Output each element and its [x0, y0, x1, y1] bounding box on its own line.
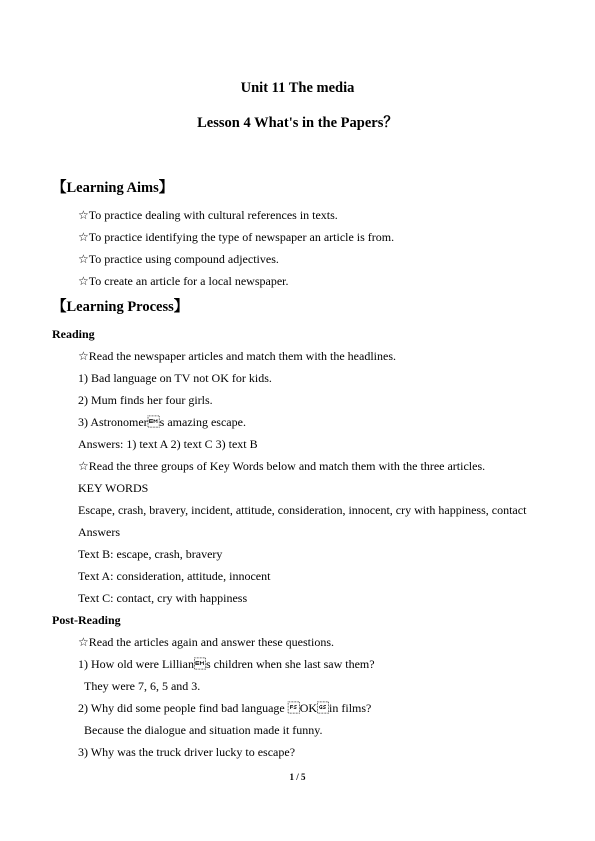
post-reading-line: ☆Read the articles again and answer these questions. — [78, 635, 335, 649]
post-reading-line: 3) Why was the truck driver lucky to escape? — [78, 745, 296, 759]
reading-line: ☆Read the three groups of Key Words below and match them with the three articles. — [78, 459, 486, 473]
reading-line: Escape, crash, bravery, incident, attitude, consideration, innocent, cry with happiness, contact — [78, 503, 527, 517]
post-reading-answer: They were 7, 6, 5 and 3. — [84, 679, 201, 693]
reading-line: Text B: escape, crash, bravery — [78, 547, 223, 561]
reading-line: KEY WORDS — [78, 481, 149, 495]
post-reading-heading: Post-Reading — [52, 613, 121, 627]
learning-process-heading: 【Learning Process】 — [52, 299, 189, 315]
reading-line: Text C: contact, cry with happiness — [78, 591, 248, 605]
learning-aims-heading: 【Learning Aims】 — [52, 180, 174, 196]
reading-heading: Reading — [52, 327, 95, 341]
reading-line: Text A: consideration, attitude, innocent — [78, 569, 271, 583]
reading-line: 1) Bad language on TV not OK for kids. — [78, 371, 272, 385]
reading-line: Answers — [78, 525, 120, 539]
aim-item: ☆To practice using compound adjectives. — [78, 252, 279, 266]
post-reading-line: 1) How old were Lillians children when she last saw them? — [78, 657, 375, 671]
aim-item: ☆To practice dealing with cultural references in texts. — [78, 208, 338, 222]
reading-line: 3) Astronomers amazing escape. — [78, 415, 246, 429]
post-reading-line: 2) Why did some people find bad language OK in films? — [78, 701, 372, 715]
aim-item: ☆To create an article for a local newspaper. — [78, 274, 289, 288]
reading-line: 2) Mum finds her four girls. — [78, 393, 213, 407]
post-reading-answer: Because the dialogue and situation made it funny. — [84, 723, 323, 737]
aim-item: ☆To practice identifying the type of newspaper an article is from. — [78, 230, 395, 244]
unit-title: Unit 11 The media — [240, 80, 355, 96]
lesson-title: Lesson 4 What's in the Papers？ — [197, 115, 398, 131]
page-number: 1 / 5 — [289, 772, 306, 782]
reading-line: Answers: 1) text A 2) text C 3) text B — [78, 437, 258, 451]
reading-line: ☆Read the newspaper articles and match them with the headlines. — [78, 349, 396, 363]
